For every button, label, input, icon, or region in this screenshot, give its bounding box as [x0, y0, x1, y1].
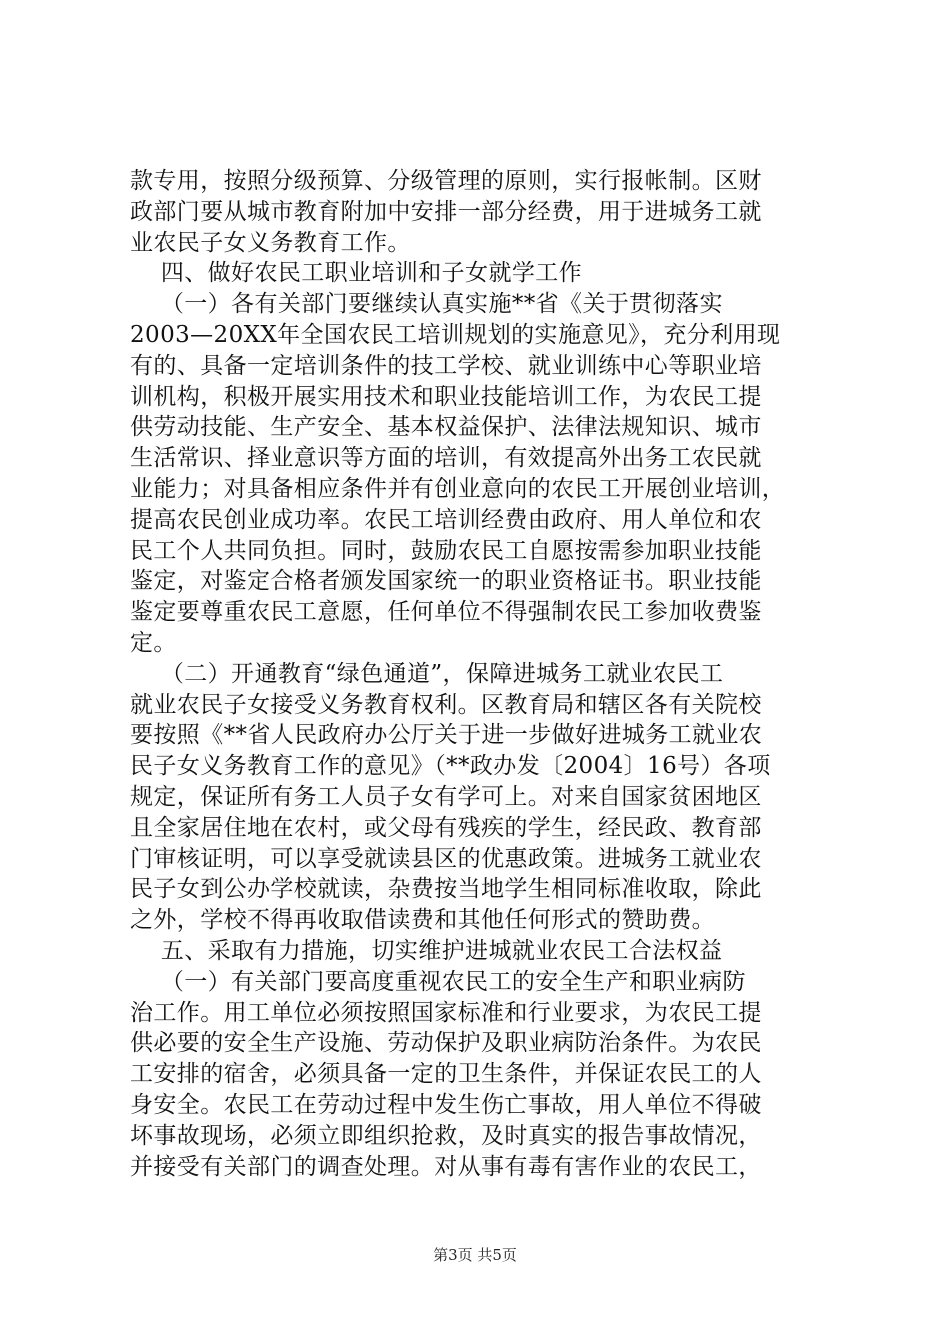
document-body [130, 166, 830, 1182]
text-line: 之外，学校不得再收取借读费和其他任何形式的赞助费。 [130, 907, 715, 934]
text-line: 有的、具备一定培训条件的技工学校、就业训练中心等职业培 [130, 352, 762, 379]
text-line: （一）有关部门要高度重视农民工的安全生产和职业病防 [130, 968, 746, 995]
text-line: （一）各有关部门要继续认真实施**省《关于贯彻落实 [130, 291, 723, 318]
text-line: 2003—20XX年全国农民工培训规划的实施意见》，充分利用现 [130, 321, 781, 348]
text-line: 供必要的安全生产设施、劳动保护及职业病防治条件。为农民 [130, 1030, 762, 1057]
text-line: 工安排的宿舍，必须具备一定的卫生条件，并保证农民工的人 [130, 1061, 762, 1088]
text-line: 款专用，按照分级预算、分级管理的原则，实行报帐制。区财 [130, 168, 762, 194]
text-line: 业农民子女义务教育工作。 [130, 229, 411, 256]
text-line: 要按照《**省人民政府办公厅关于进一步做好进城务工就业农 [130, 722, 763, 749]
text-line: 民工个人共同负担。同时，鼓励农民工自愿按需参加职业技能 [130, 537, 762, 564]
text-line: 门审核证明，可以享受就读县区的优惠政策。进城务工就业农 [130, 845, 762, 872]
text-line: 并接受有关部门的调查处理。对从事有毒有害作业的农民工， [130, 1153, 762, 1180]
text-line: 定。 [130, 629, 177, 656]
text-line: （二）开通教育“绿色通道”，保障进城务工就业农民工 [130, 660, 724, 687]
text-line: 民子女义务教育工作的意见》（**政办发〔2004〕16号）各项 [130, 753, 771, 780]
page-number-footer: 第3页 共5页 [433, 1246, 517, 1264]
text-line: 训机构，积极开展实用技术和职业技能培训工作，为农民工提 [130, 383, 762, 410]
text-line: 身安全。农民工在劳动过程中发生伤亡事故，用人单位不得破 [130, 1091, 762, 1118]
text-line: 政部门要从城市教育附加中安排一部分经费，用于进城务工就 [130, 198, 762, 225]
text-line: 规定，保证所有务工人员子女有学可上。对来自国家贫困地区 [130, 783, 762, 810]
text-line: 生活常识、择业意识等方面的培训，有效提高外出务工农民就 [130, 445, 762, 472]
text-line: 且全家居住地在农村，或父母有残疾的学生，经民政、教育部 [130, 814, 762, 841]
text-line: 鉴定，对鉴定合格者颁发国家统一的职业资格证书。职业技能 [130, 568, 762, 595]
text-line: 提高农民创业成功率。农民工培训经费由政府、用人单位和农 [130, 506, 762, 533]
text-line: 民子女到公办学校就读，杂费按当地学生相同标准收取，除此 [130, 876, 762, 903]
section-heading: 四、做好农民工职业培训和子女就学工作 [130, 260, 583, 287]
section-heading: 五、采取有力措施，切实维护进城就业农民工合法权益 [130, 937, 723, 964]
text-line: 坏事故现场，必须立即组织抢救，及时真实的报告事故情况， [130, 1122, 762, 1149]
text-line: 就业农民子女接受义务教育权利。区教育局和辖区各有关院校 [130, 691, 762, 718]
text-line: 供劳动技能、生产安全、基本权益保护、法律法规知识、城市 [130, 414, 762, 441]
text-line: 鉴定要尊重农民工意愿，任何单位不得强制农民工参加收费鉴 [130, 599, 762, 626]
text-line: 治工作。用工单位必须按照国家标准和行业要求，为农民工提 [130, 999, 762, 1026]
text-line: 业能力；对具备相应条件并有创业意向的农民工开展创业培训， [130, 475, 786, 502]
